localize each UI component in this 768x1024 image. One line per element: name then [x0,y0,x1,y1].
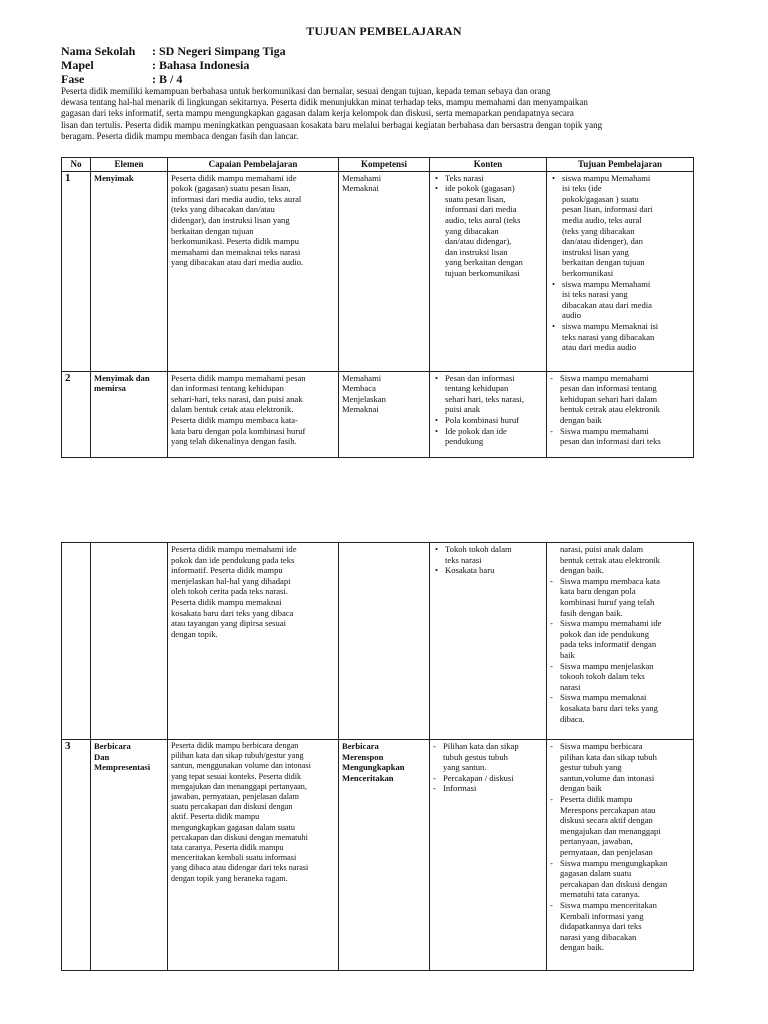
capaian-line: yang dibaca atau didengar dari teks narasi [171,863,309,873]
header-capaian: Capaian Pembelajaran [168,158,339,172]
tujuan-line: dengan baik [560,783,602,794]
capaian-line: Peserta didik mampu berbicara dengan [171,741,299,750]
capaian-line: jawaban, pernyataan, penjelasan dalam [171,792,299,802]
tujuan-line: tokooh tokoh dalam teks [560,671,645,682]
capaian-line: dengan topik yang beraneka ragam. [171,873,288,883]
capaian-line: yang telah dikenalinya dengan fasih. [171,436,297,447]
list-item [433,773,543,784]
tujuan-line: Kembali informasi yang [560,910,644,921]
capaian-line: berkaitan dengan tujuan [171,225,254,236]
tujuan-list [550,576,690,724]
tujuan-line: kehidupan sehari hari dalam [560,393,658,404]
list-item [550,692,690,724]
tujuan-line: berkaitan dengan tujuan [562,257,645,268]
tujuan-line: narasi yang dibacakan [560,931,637,942]
konten-line: sehari hari, teks narasi, [445,393,524,404]
capaian-line: Peserta didik mampu memahami ide [171,544,297,554]
elemen-line: Menyimak dan [94,372,150,383]
konten-line: puisi anak [445,404,481,415]
konten-line: dan/atau didengar), [445,236,512,247]
tujuan-line: - Siswa mampu menjelaskan [560,660,654,671]
tujuan-line: • siswa mampu Memahami [562,172,651,183]
tujuan-cell [547,171,694,371]
konten-cell [430,543,547,740]
capaian-line: didengar), dan instruksi lisan yang [171,214,290,225]
kompetensi-item: Menceritakan [342,772,394,783]
konten-line: • Pola kombinasi huruf [445,414,519,425]
list-item [550,279,690,321]
tujuan-line: • siswa mampu Memahami [562,278,651,289]
konten-line: suatu pesan lisan, [445,193,506,204]
konten-line: pendukung [445,436,484,447]
intro-line: Peserta didik memiliki kemampuan berbahasa untuk berkomunikasi dan bernalar, sesuai dengan tujuan, kepada teman sebaya dan orang [61,86,551,96]
list-item [550,618,690,660]
capaian-line: Peserta didik mampu memahami ide [171,172,297,183]
konten-line: • Tokoh tokoh dalam [445,544,512,554]
konten-line: - Percakapan / diskusi [443,772,514,783]
tujuan-continued [550,544,690,576]
kompetensi-item: Membaca [342,383,376,394]
tujuan-line: kata baru dengan pola [560,586,636,597]
tujuan-line: atau dari media audio [562,342,637,353]
tujuan-line: pesan dan informasi dari teks [560,436,661,447]
learning-objectives-table [61,157,694,458]
row-number: 1 [62,171,91,371]
tujuan-line: isi teks narasi yang [562,289,628,300]
tujuan-line: pesan lisan, informasi dari [562,204,653,215]
tujuan-line: pada teks informatif dengan [560,639,657,650]
konten-line: • ide pokok (gagasan) [445,183,515,194]
elemen-cell [91,371,168,457]
capaian-line: informatif. Peserta didik mampu [171,565,283,576]
tujuan-line: berkomunikasi [562,267,614,278]
konten-list [433,544,543,576]
capaian-line: santun, menggunakan volume dan intonasi [171,761,311,771]
elemen-cell [91,740,168,971]
kompetensi-cell [339,171,430,371]
kompetensi-item: Merenspon [342,751,384,762]
konten-line: • Ide pokok dan ide [445,425,507,436]
tujuan-line: dengan baik. [560,942,604,953]
capaian-line: mengungkapkan gagasan dalam suatu [171,822,295,832]
tujuan-line: bentuk cetrak atau elektronik [560,404,660,415]
tujuan-line: teks narasi yang dibacakan [562,331,655,342]
tujuan-line: percakapan dan diskusi dengan [560,878,668,889]
capaian-line: dan informasi tentang kehidupan [171,383,284,394]
tujuan-line: dibacakan atau dari media [562,299,652,310]
list-item [550,794,690,858]
elemen-line: Mempresentasi [94,762,151,773]
capaian-line: yang tepat sesuai konteks. Peserta didik [171,771,302,781]
capaian-line: mengajukan dan menanggapi pertanyaan, [171,781,307,791]
kompetensi-item: Memahami [342,372,382,383]
konten-line: audio, teks aural (teks [445,214,521,225]
info-label: Fase [61,72,85,86]
list-item [550,426,690,447]
kompetensi-item: Memaknai [342,183,379,194]
konten-line: yang santun. [443,762,487,773]
kompetensi-cell [339,740,430,971]
list-item [550,858,690,900]
info-row-mapel [61,58,286,72]
capaian-line: pilihan kata dan sikap tubuh/gestur yang [171,751,304,761]
konten-cell [430,171,547,371]
school-info [61,44,286,86]
tujuan-line: - Siswa mampu memahami [560,425,649,436]
kompetensi-item: Memaknai [342,404,379,415]
header-elemen: Elemen [91,158,168,172]
list-item [433,741,543,773]
list-item [433,565,543,576]
list-item [433,183,543,278]
capaian-line: kosakata baru dari teks yang dibaca [171,607,294,618]
tujuan-line: • siswa mampu Memaknai isi [562,320,659,331]
header-kompetensi: Kompetensi [339,158,430,172]
kompetensi-item: Mengungkapkan [342,762,405,773]
list-item [550,321,690,353]
tujuan-list [550,173,690,353]
capaian-line: menjelaskan hal-hal yang dihadapi [171,575,291,586]
konten-cell [430,371,547,457]
table-row [62,371,694,457]
list-item [433,415,543,426]
capaian-cell [168,543,339,740]
tujuan-line: audio [562,310,582,321]
konten-line: tentang kehidupan [445,383,509,394]
tujuan-line: - Siswa mampu memahami [560,372,649,383]
list-item [550,373,690,426]
kompetensi-cell-empty [339,543,430,740]
tujuan-line: pertanyaan, jawaban, [560,836,633,847]
list-item [550,661,690,693]
table-row [62,740,694,971]
info-value: : Bahasa Indonesia [152,58,250,72]
kompetensi-cell [339,371,430,457]
info-value: : SD Negeri Simpang Tiga [152,44,286,58]
elemen-cell [91,171,168,371]
konten-line: tujuan berkomunikasi [445,267,520,278]
capaian-line: Peserta didik mampu memahami pesan [171,372,306,383]
elemen-line: Berbicara [94,741,131,751]
tujuan-line: bentuk cetrak atau elektronik [560,554,660,565]
kompetensi-item: Memahami [342,172,382,183]
list-item [433,426,543,447]
tujuan-line: isi teks (ide [562,183,602,194]
tujuan-cell [547,543,694,740]
capaian-cell [168,371,339,457]
capaian-line: suatu percakapan dan diskusi dengan [171,802,293,812]
list-item [433,544,543,565]
konten-line: - Pilihan kata dan sikap [443,741,519,751]
konten-list [433,741,543,794]
capaian-line: tata caranya. Peserta didik mampu [171,843,284,853]
row-number: 2 [62,371,91,457]
konten-line: informasi dari media [445,204,517,215]
konten-line: yang dibacakan [445,225,499,236]
capaian-line: dalam bentuk cetak atau elektronik. [171,404,294,415]
tujuan-line: mematuhi tata caranya. [560,889,640,900]
learning-objectives-table-continued [61,542,694,971]
tujuan-line: - Siswa mampu memaknai [560,692,647,703]
capaian-line: kata baru dengan pola kombinasi huruf [171,425,306,436]
tujuan-line: baik [560,649,575,660]
intro-line: dewasa tentang hal-hal menarik di lingkungan sekitarnya. Peserta didik menunjukkan minat terhadap teks, mampu memahami dan menyampaikan [61,97,588,108]
capaian-line: sehari-hari, teks narasi, dan puisi anak [171,393,303,404]
info-label: Mapel [61,58,94,72]
capaian-line: atau tayangan yang dipirsa sesuai [171,618,287,629]
kompetensi-item: Berbicara [342,741,379,751]
capaian-line: menceritakan kembali suatu informasi [171,853,297,863]
list-item [433,783,543,794]
elemen-line: Dan [94,751,110,762]
list-item [550,576,690,618]
tujuan-line: (teks yang dibacakan [562,225,635,236]
capaian-line: Peserta didik mampu membaca kata- [171,414,298,425]
tujuan-line: gagasan dalam suatu [560,868,632,879]
list-item [550,173,690,279]
konten-list [433,373,543,447]
tujuan-line: kosakata baru dari teks yang [560,702,658,713]
intro-line: beragam. Peserta didik mampu membaca dengan fasih dan lancar. [61,130,299,141]
capaian-line: informasi dari media audio, teks aural [171,193,302,204]
tujuan-list [550,373,690,447]
tujuan-line: didapatkannya dari teks [560,921,642,932]
tujuan-line: - Siswa mampu membaca kata [560,575,660,586]
tujuan-line: pilihan kata dan sikap tubuh [560,751,657,762]
konten-line: • Kosakata baru [445,565,495,576]
tujuan-line: pesan dan informasi tentang [560,383,657,394]
konten-cell [430,740,547,971]
capaian-line: dengan topik. [171,628,218,639]
list-item [433,373,543,415]
tujuan-line: media audio, teks aural [562,214,642,225]
capaian-line: oleh tokoh cerita pada teks narasi. [171,586,288,597]
tujuan-line: instruksi lisan yang [562,246,629,257]
elemen-line: Menyimak [94,172,134,183]
info-row-school [61,44,286,58]
tujuan-line: diskusi secara aktif dengan [560,815,653,826]
tujuan-line: kombinasi huruf yang telah [560,596,655,607]
kompetensi-item: Menjelaskan [342,393,386,404]
konten-line: • Teks narasi [445,172,484,183]
tujuan-cell [547,371,694,457]
tujuan-line: - Siswa mampu berbicara [560,741,643,751]
tujuan-line: narasi [560,681,581,692]
list-item [433,173,543,184]
list-item [550,741,690,794]
tujuan-line: - Siswa mampu memahami ide [560,618,662,629]
header-tujuan: Tujuan Pembelajaran [547,158,694,172]
page-title: TUJUAN PEMBELAJARAN [306,24,462,38]
info-row-fase [61,72,286,86]
capaian-cell [168,740,339,971]
capaian-cell [168,171,339,371]
konten-line: tubuh gestus tubuh [443,751,508,762]
tujuan-line: - Siswa mampu mengungkapkan [560,857,668,868]
tujuan-line: fasih dengan baik. [560,607,623,618]
capaian-line: percakapan dan diskusi dengan mematuhi [171,832,308,842]
tujuan-line: - Siswa mampu menceritakan [560,899,657,910]
konten-line: dan instruksi lisan [445,246,508,257]
row-number: 3 [62,740,91,971]
capaian-line: berkomunikasi. Peserta didik mampu [171,236,299,247]
konten-line: yang berkaitan dengan [445,257,523,268]
table-row [62,171,694,371]
tujuan-line: santun,volume dan intonasi [560,772,655,783]
capaian-line: aktif. Peserta didik mampu [171,812,260,822]
capaian-line: memahami dan memaknai teks narasi [171,246,301,257]
list-item [550,900,690,953]
tujuan-line: pokok/gagasan ) suatu [562,193,639,204]
capaian-line: Peserta didik mampu memaknai [171,596,282,607]
row-number-empty [62,543,91,740]
info-value: : B / 4 [152,72,183,86]
tujuan-line: dengan baik [560,414,602,425]
capaian-line: (teks yang dibacakan dan/atau [171,204,275,215]
table-row [62,543,694,740]
tujuan-line: Merespons percakapan atau [560,804,656,815]
tujuan-line: pokok dan ide pendukung [560,628,650,639]
tujuan-line: narasi, puisi anak dalam [560,544,644,554]
tujuan-list [550,741,690,953]
info-label: Nama Sekolah [61,44,136,58]
tujuan-line: - Peserta didik mampu [560,793,633,804]
capaian-line: yang dibacakan atau dari media audio. [171,257,304,268]
capaian-line: pokok dan ide pendukung pada teks [171,554,295,565]
tujuan-line: pernyataan, dan penjelasan [560,846,653,857]
tujuan-line: dan/atau didenger), dan [562,236,643,247]
konten-line: • Pesan dan informasi [445,372,515,383]
elemen-line: memirsa [94,383,126,394]
konten-line: teks narasi [445,554,482,565]
header-konten: Konten [430,158,547,172]
konten-list [433,173,543,279]
intro-line: gagasan dari teks informatif, serta mampu mengungkapkan gagasan dalam kerja kelompok dan diskusi, serta memaparkan pendapatnya secara [61,108,574,119]
intro-paragraph [61,86,699,142]
tujuan-line: mengajukan dan menanggapi [560,825,661,836]
konten-line: - Informasi [443,783,477,794]
elemen-cell-empty [91,543,168,740]
capaian-line: pokok (gagasan) suatu pesan lisan, [171,183,291,194]
header-no: No [62,158,91,172]
tujuan-line: dibaca. [560,713,585,724]
tujuan-line: gestur tubuh yang [560,762,622,773]
tujuan-cell [547,740,694,971]
tujuan-line: dengan baik. [560,565,604,576]
intro-line: lisan dan tertulis. Peserta didik mampu meningkatkan penguasaan kosakata baru melalui berbagai kegiatan berbahasa dan bersastra dengan topik yang [61,119,603,130]
